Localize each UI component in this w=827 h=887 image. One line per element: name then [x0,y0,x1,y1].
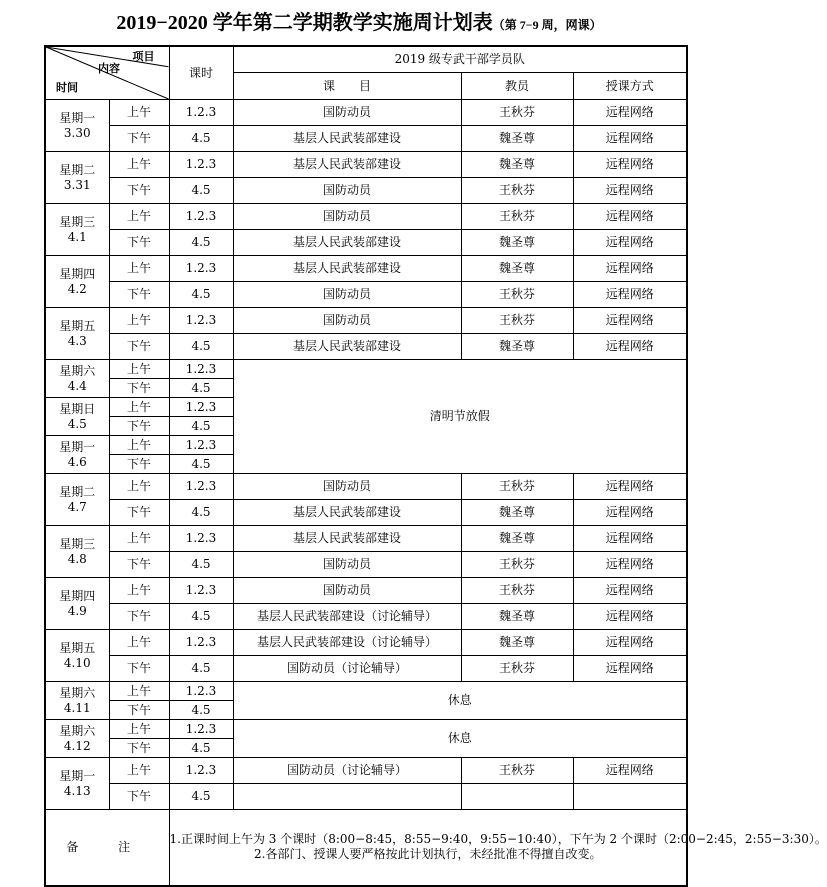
day-cell [45,436,109,474]
course-header: 课 目 [233,73,461,100]
day-date: 4.4 [67,378,87,393]
teacher-cell: 魏圣尊 [461,526,573,552]
hours-cell: 4.5 [169,701,233,720]
hours-cell: 4.5 [169,739,233,758]
title-main: 2019−2020 学年第二学期教学实施周计划表 [116,12,493,34]
period-cell: 上午 [109,204,169,230]
method-cell: 远程网络 [573,126,687,152]
table-row [45,230,687,256]
day-name: 星期六 [59,363,96,378]
day-date: 3.31 [63,177,91,192]
teacher-cell: 魏圣尊 [461,334,573,360]
teacher-cell: 魏圣尊 [461,604,573,630]
table-row [45,308,687,334]
method-cell: 远程网络 [573,656,687,682]
hours-cell: 4.5 [169,282,233,308]
course-cell: 基层人民武装部建设 [233,230,461,256]
period-cell: 下午 [109,455,169,474]
method-cell: 远程网络 [573,152,687,178]
note-line: 2.各部门、授课人要严格按此计划执行，未经批准不得擅自改变。 [254,847,602,862]
hours-cell: 4.5 [169,417,233,436]
period-cell: 下午 [109,784,169,810]
period-cell: 上午 [109,256,169,282]
teacher-cell: 魏圣尊 [461,500,573,526]
notes-text [169,810,827,886]
hours-cell: 4.5 [169,178,233,204]
period-cell: 上午 [109,398,169,417]
period-cell: 下午 [109,500,169,526]
course-cell: 国防动员 [233,308,461,334]
day-date: 4.2 [67,281,87,296]
method-cell: 远程网络 [573,334,687,360]
period-cell: 下午 [109,656,169,682]
period-cell: 下午 [109,126,169,152]
day-date: 4.11 [63,700,91,715]
course-cell: 基层人民武装部建设 [233,500,461,526]
period-cell: 上午 [109,436,169,455]
course-cell: 国防动员 [233,204,461,230]
teacher-cell: 王秋芬 [461,578,573,604]
table-row [45,152,687,178]
teacher-cell: 王秋芬 [461,282,573,308]
method-cell: 远程网络 [573,630,687,656]
period-cell: 下午 [109,701,169,720]
day-name: 星期五 [59,318,96,333]
day-date: 4.6 [67,454,87,469]
day-name: 星期四 [59,588,96,603]
period-cell: 上午 [109,720,169,739]
day-name: 星期五 [59,640,96,655]
hours-cell: 1.2.3 [169,204,233,230]
day-name: 星期三 [59,536,96,551]
period-cell: 上午 [109,758,169,784]
period-cell: 上午 [109,526,169,552]
hours-cell: 4.5 [169,230,233,256]
day-date: 4.3 [67,333,87,348]
day-name: 星期二 [59,484,96,499]
holiday-cell: 清明节放假 [233,360,687,474]
day-date: 4.10 [63,655,91,670]
hours-cell: 1.2.3 [169,630,233,656]
method-cell: 远程网络 [573,758,687,784]
diag-label-content: 内容 [98,62,120,75]
course-cell: 国防动员（讨论辅导） [233,656,461,682]
teacher-cell: 王秋芬 [461,100,573,126]
teacher-cell: 魏圣尊 [461,152,573,178]
table-row [45,604,687,630]
day-name: 星期六 [59,685,96,700]
period-cell: 上午 [109,308,169,334]
day-date: 4.8 [67,551,87,566]
day-name: 星期日 [59,401,96,416]
course-cell: 基层人民武装部建设（讨论辅导） [233,604,461,630]
day-name: 星期一 [59,439,96,454]
teacher-cell: 王秋芬 [461,308,573,334]
teacher-cell: 王秋芬 [461,204,573,230]
hours-header: 课时 [169,46,233,100]
table-row [45,656,687,682]
group-header: 2019 级专武干部学员队 [233,46,687,73]
day-cell [45,474,109,526]
hours-cell: 4.5 [169,656,233,682]
course-cell: 基层人民武装部建设 [233,256,461,282]
hours-cell: 1.2.3 [169,526,233,552]
hours-cell: 1.2.3 [169,152,233,178]
hours-cell: 4.5 [169,500,233,526]
table-row [45,256,687,282]
header-row [45,46,687,73]
course-cell: 国防动员 [233,100,461,126]
table-row [45,334,687,360]
period-cell: 下午 [109,178,169,204]
course-cell: 国防动员 [233,178,461,204]
day-date: 4.1 [67,229,87,244]
table-row [45,578,687,604]
period-cell: 上午 [109,360,169,379]
teacher-cell: 王秋芬 [461,178,573,204]
day-date: 4.12 [63,738,91,753]
day-cell [45,204,109,256]
period-cell: 下午 [109,552,169,578]
diag-label-time: 时间 [56,81,78,94]
teacher-cell: 魏圣尊 [461,126,573,152]
hours-cell: 1.2.3 [169,398,233,417]
hours-cell: 1.2.3 [169,578,233,604]
method-header: 授课方式 [573,73,687,100]
method-cell: 远程网络 [573,604,687,630]
day-cell [45,100,109,152]
day-name: 星期六 [59,723,96,738]
table-row [45,204,687,230]
method-cell: 远程网络 [573,578,687,604]
course-cell: 国防动员 [233,474,461,500]
table-row [45,500,687,526]
table-row [45,100,687,126]
hours-cell: 1.2.3 [169,474,233,500]
method-cell: 远程网络 [573,100,687,126]
course-cell: 国防动员 [233,282,461,308]
page-title [0,6,718,35]
method-cell: 远程网络 [573,230,687,256]
hours-cell: 1.2.3 [169,360,233,379]
period-cell: 下午 [109,604,169,630]
course-cell [233,784,461,810]
table-row [45,784,687,810]
method-cell: 远程网络 [573,308,687,334]
table-row [45,758,687,784]
course-cell: 基层人民武装部建设 [233,126,461,152]
period-cell: 上午 [109,152,169,178]
period-cell: 上午 [109,100,169,126]
table-row [45,126,687,152]
day-name: 星期三 [59,214,96,229]
course-cell: 基层人民武装部建设 [233,152,461,178]
hours-cell: 4.5 [169,784,233,810]
teacher-cell: 魏圣尊 [461,630,573,656]
hours-cell: 1.2.3 [169,758,233,784]
day-cell [45,360,109,398]
day-name: 星期一 [59,768,96,783]
period-cell: 下午 [109,282,169,308]
day-date: 3.30 [63,125,91,140]
day-date: 4.5 [67,416,87,431]
period-cell: 下午 [109,334,169,360]
note-line: 1.正课时间上午为 3 个课时（8:00−8:45，8:55−9:40，9:55−10:40），下午为 2 个课时（2:00−2:45，2:55−3:30）。 [169,832,827,847]
day-name: 星期二 [59,162,96,177]
teacher-cell: 王秋芬 [461,552,573,578]
day-cell [45,682,109,720]
table-row [45,360,687,379]
method-cell: 远程网络 [573,552,687,578]
hours-cell: 1.2.3 [169,436,233,455]
hours-cell: 4.5 [169,126,233,152]
course-cell: 国防动员（讨论辅导） [233,758,461,784]
table-row [45,282,687,308]
day-cell [45,308,109,360]
table-row [45,682,687,701]
method-cell: 远程网络 [573,526,687,552]
day-cell [45,256,109,308]
day-date: 4.13 [63,783,91,798]
hours-cell: 4.5 [169,552,233,578]
table-row [45,474,687,500]
teacher-cell: 魏圣尊 [461,256,573,282]
course-cell: 国防动员 [233,578,461,604]
method-cell: 远程网络 [573,204,687,230]
day-cell [45,152,109,204]
day-date: 4.9 [67,603,87,618]
table-row [45,552,687,578]
day-cell [45,578,109,630]
table-row [45,630,687,656]
period-cell: 上午 [109,578,169,604]
day-cell [45,630,109,682]
teacher-header: 教员 [461,73,573,100]
course-cell: 国防动员 [233,552,461,578]
day-name: 星期四 [59,266,96,281]
hours-cell: 1.2.3 [169,308,233,334]
notes-label: 备 注 [45,810,169,886]
period-cell: 上午 [109,682,169,701]
method-cell: 远程网络 [573,474,687,500]
period-cell: 上午 [109,474,169,500]
method-cell: 远程网络 [573,256,687,282]
day-cell [45,526,109,578]
hours-cell: 1.2.3 [169,720,233,739]
method-cell: 远程网络 [573,282,687,308]
course-cell: 基层人民武装部建设 [233,334,461,360]
title-subtitle: （第 7−9 周，网课） [492,18,602,32]
rest-cell: 休息 [233,720,687,758]
day-cell [45,758,109,810]
teacher-cell: 魏圣尊 [461,230,573,256]
hours-cell: 1.2.3 [169,256,233,282]
notes-row [45,810,687,886]
method-cell: 远程网络 [573,500,687,526]
diagonal-header-cell [45,46,169,100]
rest-cell: 休息 [233,682,687,720]
course-cell: 基层人民武装部建设（讨论辅导） [233,630,461,656]
teacher-cell: 王秋芬 [461,474,573,500]
hours-cell: 1.2.3 [169,682,233,701]
period-cell: 下午 [109,739,169,758]
day-name: 星期一 [59,110,96,125]
hours-cell: 1.2.3 [169,100,233,126]
diag-label-project: 项目 [132,50,155,63]
period-cell: 上午 [109,630,169,656]
day-cell [45,720,109,758]
period-cell: 下午 [109,230,169,256]
period-cell: 下午 [109,417,169,436]
teacher-cell: 王秋芬 [461,656,573,682]
method-cell: 远程网络 [573,178,687,204]
day-cell [45,398,109,436]
table-row [45,526,687,552]
course-cell: 基层人民武装部建设 [233,526,461,552]
day-date: 4.7 [67,499,87,514]
method-cell [573,784,687,810]
hours-cell: 4.5 [169,455,233,474]
table-row [45,720,687,739]
table-row [45,178,687,204]
teacher-cell [461,784,573,810]
period-cell: 下午 [109,379,169,398]
schedule-table [44,45,827,887]
hours-cell: 4.5 [169,334,233,360]
teacher-cell: 王秋芬 [461,758,573,784]
hours-cell: 4.5 [169,379,233,398]
hours-cell: 4.5 [169,604,233,630]
